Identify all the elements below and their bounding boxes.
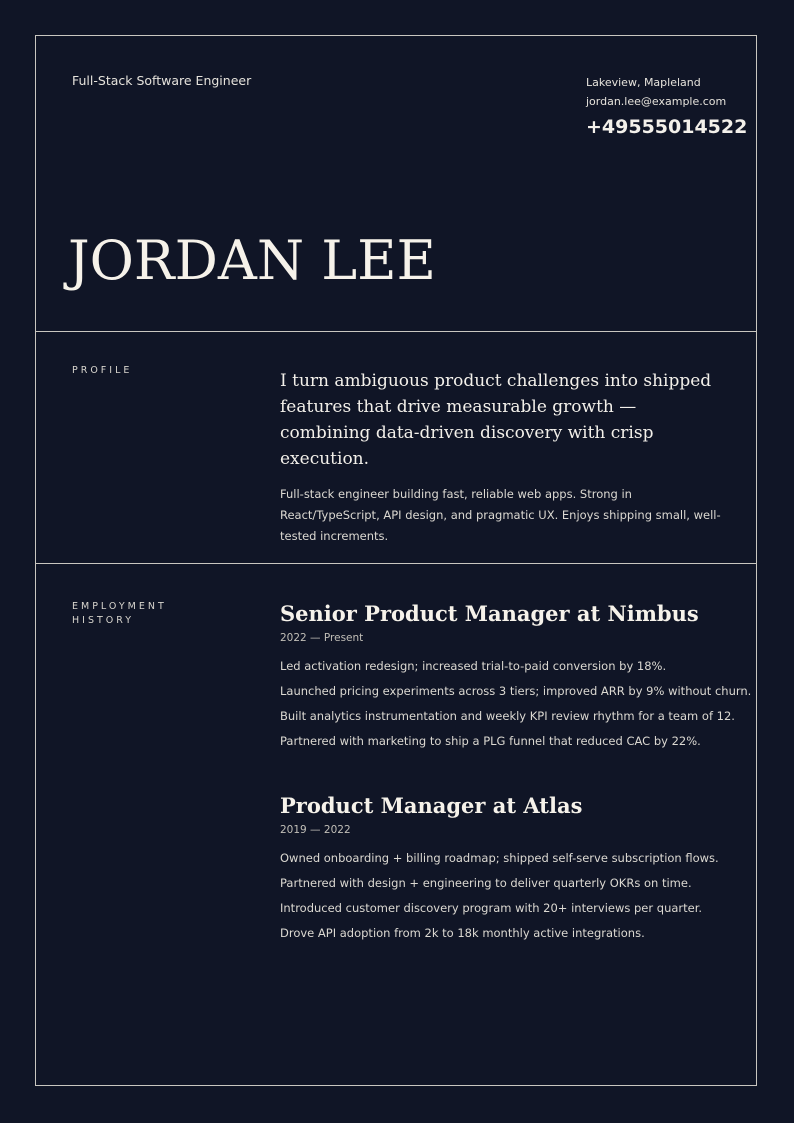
profile-summary: Full-stack engineer building fast, reliable web apps. Strong in React/TypeScript, API design, and pragmatic UX. Enjoys shipping small, well-tested increments. (280, 487, 721, 543)
job-title: Full-Stack Software Engineer (72, 73, 252, 88)
profile-content (280, 368, 730, 547)
job-bullet: Partnered with design + engineering to deliver quarterly OKRs on time. (280, 876, 692, 890)
email-link[interactable]: jordan.lee@example.com (586, 95, 727, 108)
profile-label: PROFILE (72, 365, 133, 376)
profile-section (36, 332, 756, 564)
employment-label-line2: HISTORY (72, 615, 135, 626)
job-bullet: Launched pricing experiments across 3 tiers; improved ARR by 9% without churn. (280, 684, 752, 698)
job-bullet: Led activation redesign; increased trial-to-paid conversion by 18%. (280, 659, 667, 673)
job-bullet: Introduced customer discovery program with 20+ interviews per quarter. (280, 901, 703, 915)
job-bullet: Partnered with marketing to ship a PLG funnel that reduced CAC by 22%. (280, 734, 701, 748)
profile-lead: I turn ambiguous product challenges into shipped features that drive measurable growth — combining data-driven discovery with crisp execution. (280, 371, 712, 469)
job-entry (280, 790, 730, 946)
job-dates: 2019 — 2022 (280, 824, 351, 836)
job-heading: Senior Product Manager at Nimbus (280, 601, 699, 626)
job-heading: Product Manager at Atlas (280, 793, 583, 818)
job-bullet: Drove API adoption from 2k to 18k monthly active integrations. (280, 926, 645, 940)
employment-section (36, 564, 756, 1087)
employment-content (280, 598, 752, 982)
employment-label-line1: EMPLOYMENT (72, 601, 167, 612)
candidate-name: JORDAN LEE (68, 229, 436, 292)
job-bullet: Owned onboarding + billing roadmap; shipped self-serve subscription flows. (280, 851, 719, 865)
employment-label (72, 600, 202, 628)
resume-header (36, 36, 756, 332)
location: Lakeview, Mapleland (586, 76, 701, 89)
job-dates: 2022 — Present (280, 632, 364, 644)
job-bullet: Built analytics instrumentation and weekly KPI review rhythm for a team of 12. (280, 709, 735, 723)
contact-block (586, 73, 747, 141)
resume-frame (35, 35, 757, 1086)
phone-number[interactable]: +49555014522 (586, 116, 748, 138)
job-entry (280, 598, 752, 754)
